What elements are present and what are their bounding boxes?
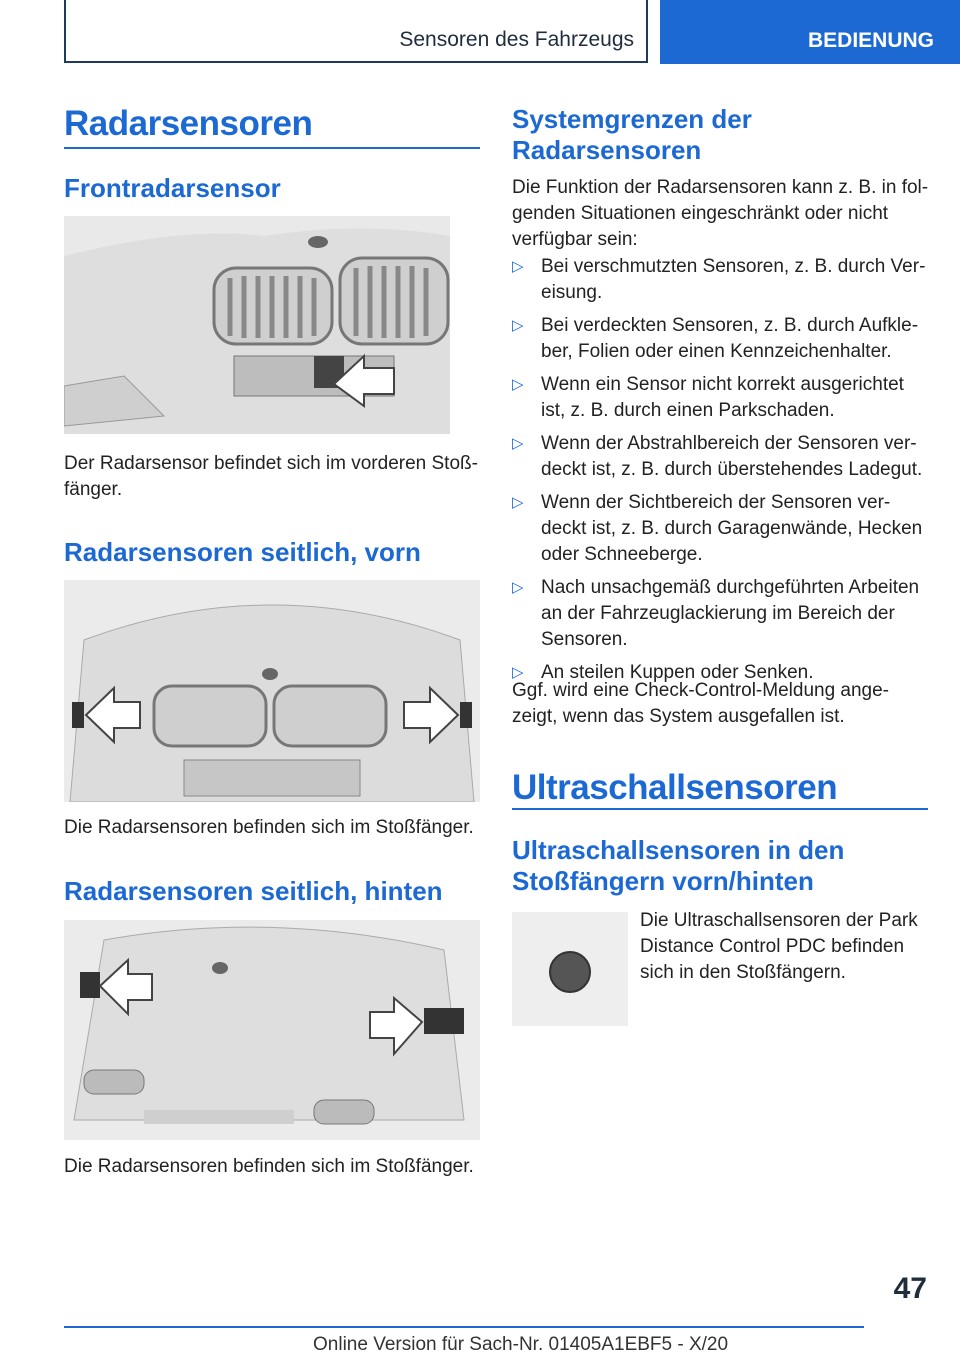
online-version-note: Online Version für Sach-Nr. 01405A1EBF5 - X/20 (313, 1334, 729, 1355)
ultrasonic-title-rule (512, 808, 928, 810)
chapter-tab[interactable]: BEDIENUNG (660, 0, 960, 64)
footer-rule (64, 1326, 864, 1328)
section-title: Sensoren des Fahrzeugs (399, 28, 634, 51)
section-heading-limits: Systemgrenzen der Radarsensoren (512, 104, 752, 165)
limits-list (512, 254, 932, 693)
triangle-bullet-icon: ▷ (512, 376, 524, 393)
section-heading-side-front: Radarsensoren seitlich, vorn (64, 537, 421, 567)
ultrasonic-text: Die Ultraschallsensoren der Park Distance Control PDC befinden sich in den Stoßfängern. (640, 910, 918, 983)
limits-note: Ggf. wird eine Check-Control-Meldung ange‐ zeigt, wenn das System ausgefallen ist. (512, 680, 890, 727)
section-heading-front: Frontradarsensor (64, 173, 281, 203)
front-radar-caption: Der Radarsensor befindet sich im vorderen Stoß‐ fänger. (64, 453, 478, 500)
list-item: ▷ Bei verdeckten Sensoren, z. B. durch Aufkle‐ ber, Folien oder einen Kennzeichenhalter. (512, 315, 919, 362)
list-item: ▷ Wenn der Sichtbereich der Sensoren ver‐ deckt ist, z. B. durch Garagenwände, Hecken oder Schneeberge. (512, 492, 923, 565)
side-front-radar-illustration (64, 580, 480, 802)
ultrasonic-subheading: Ultraschallsensoren in den Stoßfängern vorn/hinten (512, 835, 845, 896)
page-number: 47 (893, 1272, 927, 1305)
limits-intro: Die Funktion der Radarsensoren kann z. B. in fol‐ genden Situationen eingeschränkt oder nicht verfügbar sein: (512, 177, 929, 250)
list-item: ▷ An steilen Kuppen oder Senken. (512, 660, 932, 686)
section-heading-side-rear: Radarsensoren seitlich, hinten (64, 876, 443, 906)
logo-emblem (308, 236, 328, 248)
sensor-icon (550, 952, 590, 992)
triangle-bullet-icon: ▷ (512, 494, 524, 511)
front-radar-illustration (64, 216, 450, 434)
title-rule (64, 147, 480, 149)
list-item: ▷ Bei verschmutzten Sensoren, z. B. durch Ver‐ eisung. (512, 256, 926, 303)
page-title: Radarsensoren (64, 104, 313, 143)
triangle-bullet-icon: ▷ (512, 579, 524, 596)
triangle-bullet-icon: ▷ (512, 258, 524, 275)
side-rear-caption: Die Radarsensoren befinden sich im Stoßfänger. (64, 1156, 474, 1177)
section-title-ultrasonic: Ultraschallsensoren (512, 768, 838, 807)
list-item: ▷ Wenn ein Sensor nicht korrekt ausgerichtet ist, z. B. durch einen Parkschaden. (512, 374, 904, 421)
triangle-bullet-icon: ▷ (512, 317, 524, 334)
header-frame (64, 0, 648, 63)
triangle-bullet-icon: ▷ (512, 664, 524, 681)
list-item: ▷ Nach unsachgemäß durchgeführten Arbeiten an der Fahrzeuglackierung im Bereich der Sensoren. (512, 577, 920, 650)
triangle-bullet-icon: ▷ (512, 435, 524, 452)
side-front-caption: Die Radarsensoren befinden sich im Stoßfänger. (64, 817, 474, 838)
side-rear-radar-illustration (64, 920, 480, 1140)
ultrasonic-sensor-illustration (512, 912, 628, 1026)
list-item: ▷ Wenn der Abstrahlbereich der Sensoren ver‐ deckt ist, z. B. durch überstehendes Ladegut. (512, 433, 923, 480)
